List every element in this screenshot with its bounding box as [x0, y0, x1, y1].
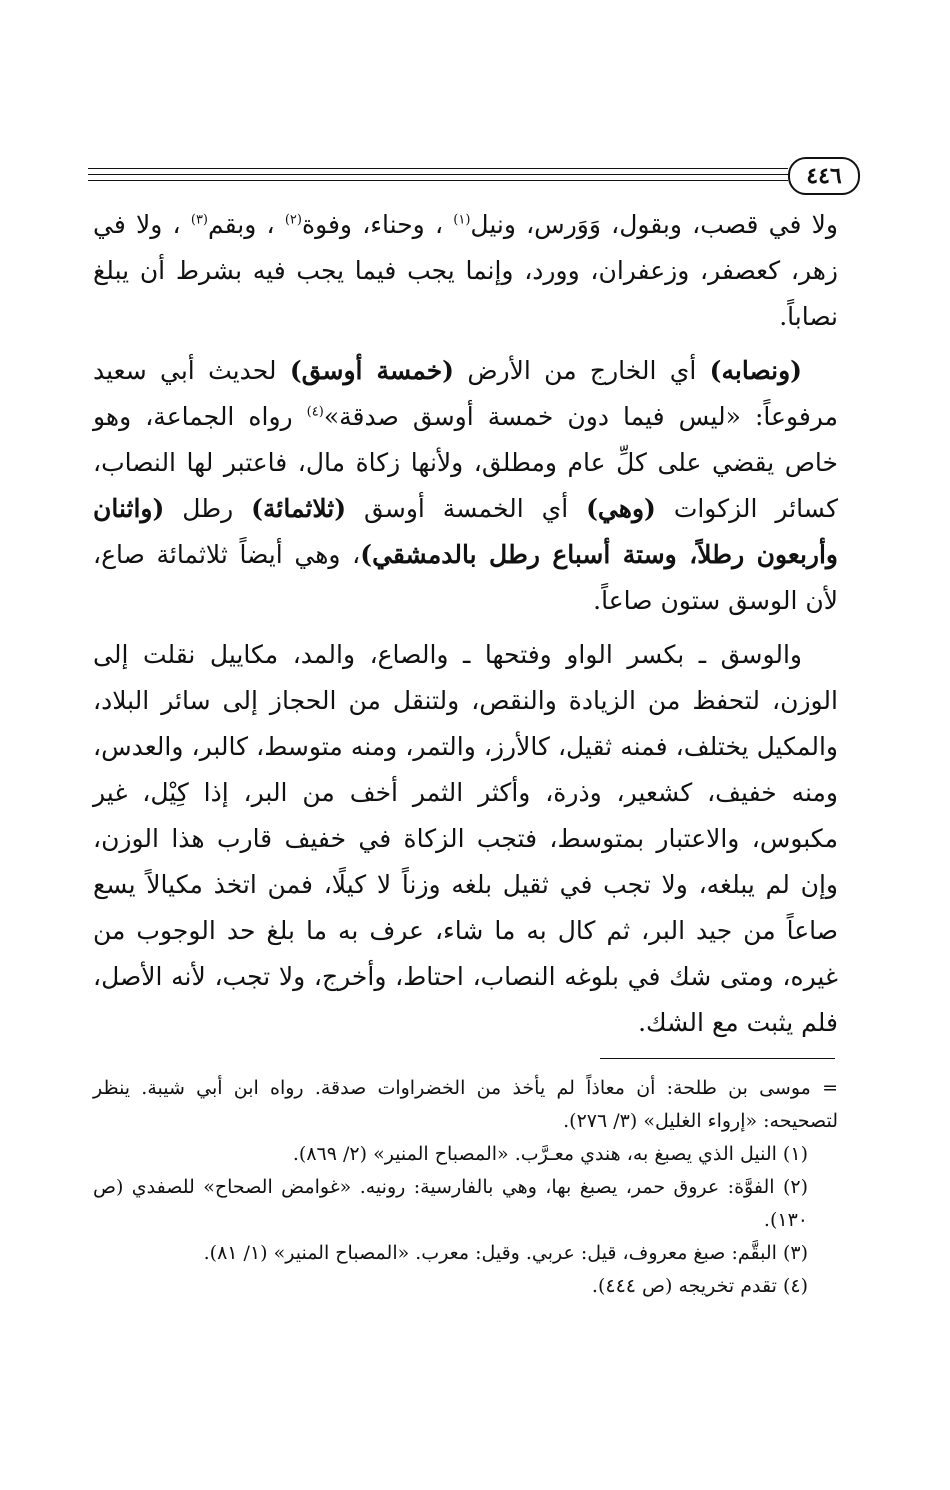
footnote-4: (٤) تقدم تخريجه (ص ٤٤٤).: [591, 1275, 808, 1297]
text-run: ، وبقم: [208, 210, 285, 239]
bold-text: (ونصابه): [709, 356, 803, 385]
page-number: ٤٤٦: [788, 157, 860, 195]
bold-text: (واثنان وأربعون رطلاً، وستة أسباع رطل بالدمشقي): [93, 494, 838, 569]
header-rule: [88, 168, 788, 169]
footnotes: [93, 1072, 838, 1303]
footnote-2: (٢) الفوَّة: عروق حمر، يصبغ بها، وهي بالفارسية: رونيه. «غوامض الصحاح» للصفدي (ص ١٣٠).: [93, 1176, 808, 1231]
paragraph-1: [93, 202, 838, 340]
footnote-separator: [600, 1058, 835, 1059]
text-run: ، وهي أيضاً ثلاثمائة صاع، لأن الوسق ستون صاعاً.: [93, 540, 838, 615]
text-run: لحديث أبي سعيد مرفوعاً: «ليس فيما دون خمسة أوسق صدقة»: [93, 356, 838, 431]
text-run: ، ولا في زهر، كعصفر، وزعفران، وورد، وإنما يجب فيما يجب فيه بشرط أن يبلغ نصاباً.: [93, 210, 838, 331]
text-run: ، وحناء، وفوة: [301, 210, 454, 239]
footnote-ref-2: (٢): [284, 212, 302, 228]
text-run: رطل: [164, 494, 252, 523]
footnote-continuation: = موسى بن طلحة: أن معاذاً لم يأخذ من الخضراوات صدقة. رواه ابن أبي شيبة. ينظر لتصحيحه: «إرواء الغليل» (٣/ ٢٧٦).: [93, 1077, 838, 1132]
footnote-3: (٣) البقَّم: صبغ معروف، قيل: عربي. وقيل: معرب. «المصباح المنير» (١/ ٨١).: [203, 1242, 808, 1264]
footnote-ref-3: (٣): [190, 212, 208, 228]
text-run: ولا في قصب، وبقول، وَوَرس، ونيل: [470, 210, 838, 239]
header-rule: [88, 174, 788, 175]
text-run: رواه الجماعة، وهو خاص يقضي على كلِّ عام ومطلق، ولأنها زكاة مال، فاعتبر لها النصاب، كسائر الزكوات: [93, 402, 839, 523]
paragraph-2: [93, 348, 838, 624]
paragraph-3: والوسق ـ بكسر الواو وفتحها ـ والصاع، والمد، مكاييل نقلت إلى الوزن، لتحفظ من الزيادة والنقص، ولتنقل من الحجاز إلى سائر البلاد، والمكيل يختلف، فمنه ثقيل، كالأرز، والتمر، ومنه متوسط، كالبر، والعدس، ومنه خفيف، كشعير، وذرة، وأكثر الثمر أخف من البر، إذا كِيْل، غير مكبوس، والاعتبار بمتوسط، فتجب الزكاة في خفيف قارب هذا الوزن، وإن لم يبلغه، ولا تجب في ثقيل بلغه وزناً لا كيلًا، فمن اتخذ مكيالاً يسع صاعاً من جيد البر، ثم كال به ما شاء، عرف به ما بلغ حد الوجوب من غيره، ومتى شك في بلوغه النصاب، احتاط، وأخرج، ولا تجب، لأنه الأصل، فلم يثبت مع الشك.: [93, 640, 838, 1037]
bold-text: (خمسة أوسق): [289, 356, 454, 385]
footnote-1: (١) النيل الذي يصبغ به، هندي معـرَّب. «المصباح المنير» (٢/ ٨٦٩).: [292, 1143, 808, 1165]
bold-text: (وهي): [586, 494, 656, 523]
text-run: أي الخارج من الأرض: [454, 356, 710, 385]
header-rule: [88, 180, 788, 181]
footnote-ref-4: (٤): [306, 404, 324, 420]
text-run: أي الخمسة أوسق: [346, 494, 587, 523]
main-text: [93, 202, 838, 1054]
footnote-ref-1: (١): [453, 212, 471, 228]
bold-text: (ثلاثمائة): [251, 494, 347, 523]
